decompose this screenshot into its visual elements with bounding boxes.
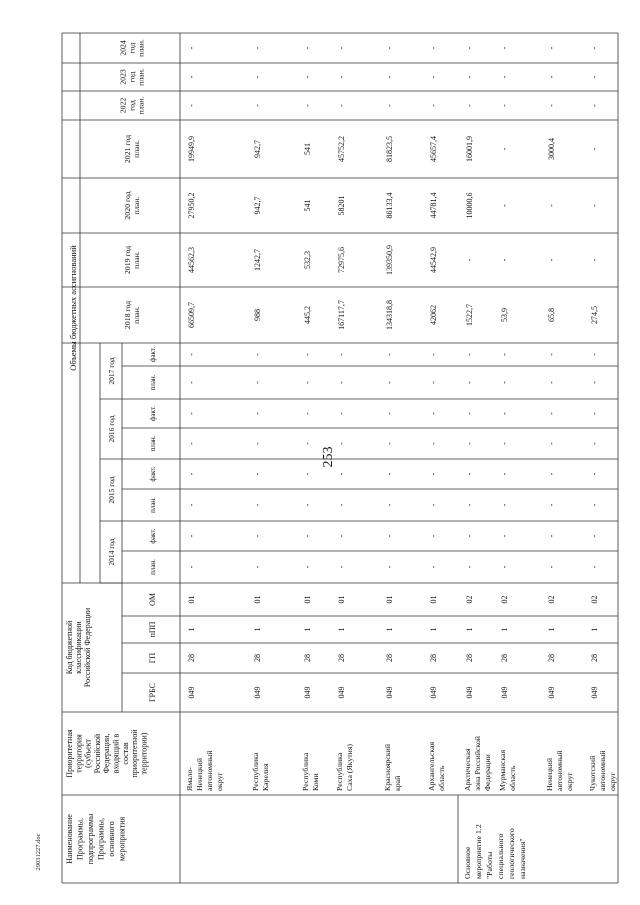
row-value: - <box>385 534 394 538</box>
row-value: - <box>465 46 474 50</box>
row-value: - <box>590 381 599 384</box>
plan-year-header: год <box>127 71 137 83</box>
row-value: - <box>429 46 438 50</box>
row-value: - <box>337 565 346 569</box>
row-value: - <box>187 472 196 476</box>
row-ppp: 1 <box>590 627 599 632</box>
row-value: 16001,9 <box>465 136 474 162</box>
plan-year-header: план. <box>132 306 141 324</box>
budget-code-header: классификации <box>74 621 83 674</box>
year-group-header: 2014 год <box>107 538 116 566</box>
row-name: "Работы <box>485 851 494 879</box>
plan-year-header: план. <box>132 196 141 215</box>
row-value: - <box>385 75 394 79</box>
name-header: Наименование <box>65 814 74 864</box>
row-gp: 28 <box>429 654 438 662</box>
row-value: - <box>547 381 556 384</box>
row-territory: автономный <box>205 750 214 791</box>
row-value: - <box>337 75 346 79</box>
row-om: 02 <box>590 595 599 604</box>
row-value: - <box>303 442 312 445</box>
row-value: 44562,3 <box>187 247 196 273</box>
row-value: - <box>337 503 346 507</box>
row-territory: Саха (Якутия) <box>345 743 354 791</box>
row-ppp: 1 <box>385 627 394 632</box>
row-territory: Ненецкий <box>545 757 554 791</box>
row-value: - <box>385 472 394 476</box>
row-value: - <box>500 204 509 207</box>
row-value: - <box>187 412 196 415</box>
row-value: - <box>303 503 312 507</box>
row-territory: Карелия <box>261 763 270 791</box>
plan-year-header: год <box>127 42 137 54</box>
row-value: - <box>465 104 474 107</box>
row-value: 274,5 <box>590 306 599 324</box>
row-territory: автономный <box>598 750 607 791</box>
row-territory: Федерации <box>483 754 492 791</box>
row-value: 53,9 <box>500 308 509 322</box>
row-value: - <box>465 534 474 538</box>
row-value: - <box>253 472 262 476</box>
row-value: - <box>590 147 599 151</box>
row-name: назначения" <box>518 838 527 879</box>
row-value: 44542,9 <box>429 247 438 273</box>
row-grbs: 049 <box>253 686 262 699</box>
row-value: - <box>500 353 509 356</box>
row-territory: Ненецкий <box>195 757 204 791</box>
row-value: - <box>187 46 196 50</box>
row-grbs: 049 <box>465 686 474 699</box>
row-value: - <box>547 565 556 569</box>
territory-header: Федерации, <box>102 733 112 774</box>
row-value: 1522,7 <box>465 304 474 326</box>
row-territory: зона Российской <box>473 736 482 791</box>
row-om: 01 <box>303 595 312 604</box>
row-value: - <box>337 534 346 538</box>
row-value: - <box>590 258 599 262</box>
fact-subheader: факт. <box>149 528 157 544</box>
row-value: - <box>187 442 196 445</box>
row-name: Основное <box>463 846 472 879</box>
row-ppp: 1 <box>187 627 196 632</box>
row-territory: округ <box>215 772 224 791</box>
row-value: - <box>253 104 262 107</box>
row-value: - <box>385 442 394 445</box>
volumes-group-header: Объемы бюджетных ассигнований <box>68 245 78 371</box>
row-value: - <box>187 565 196 569</box>
code-header-grbs: ГРБС <box>148 683 157 702</box>
plan-year-header: 2020 год <box>123 191 132 220</box>
plan-year-header: год <box>127 100 137 111</box>
row-value: - <box>590 412 599 415</box>
row-grbs: 049 <box>500 686 509 699</box>
row-om: 01 <box>187 595 196 604</box>
row-grbs: 049 <box>337 686 346 699</box>
row-value: 45657,4 <box>429 136 438 162</box>
row-om: 02 <box>547 595 556 604</box>
row-value: - <box>500 258 509 262</box>
row-value: - <box>547 442 556 445</box>
row-value: - <box>429 381 438 384</box>
row-value: - <box>547 412 556 415</box>
row-gp: 28 <box>187 654 196 662</box>
row-ppp: 1 <box>253 627 262 632</box>
name-header: Программы, <box>96 817 106 861</box>
row-territory: автономный <box>555 750 564 791</box>
row-value: - <box>500 565 509 569</box>
row-value: - <box>253 353 262 356</box>
row-territory: округ <box>608 772 617 791</box>
row-value: - <box>187 503 196 507</box>
row-ppp: 1 <box>465 627 474 632</box>
row-value: 3000,4 <box>547 138 556 160</box>
year-group-header: 2017 год <box>107 357 116 385</box>
row-grbs: 049 <box>385 686 394 699</box>
row-value: - <box>303 353 312 356</box>
row-territory: Архангельская <box>427 741 436 791</box>
row-value: - <box>303 565 312 569</box>
plan-year-header: 2024 <box>118 40 128 56</box>
row-territory: Мурманская <box>498 749 507 791</box>
row-gp: 28 <box>547 654 556 662</box>
plan-year-header: 2021 год <box>123 134 132 164</box>
row-name: мероприятие 1.2 <box>474 824 483 879</box>
row-value: - <box>303 534 312 538</box>
row-value: 139350,9 <box>385 245 394 275</box>
row-value: - <box>385 104 394 107</box>
row-value: - <box>253 534 262 538</box>
row-value: - <box>547 258 556 262</box>
row-value: - <box>465 503 474 507</box>
row-gp: 28 <box>253 654 262 662</box>
row-value: - <box>590 565 599 569</box>
row-value: - <box>429 353 438 356</box>
territory-header: Приоритетная <box>65 729 74 778</box>
row-value: - <box>303 412 312 415</box>
row-value: - <box>500 104 509 107</box>
row-ppp: 1 <box>429 627 438 632</box>
row-value: 42062 <box>429 305 438 325</box>
row-value: - <box>500 412 509 415</box>
row-value: - <box>500 75 509 79</box>
row-value: - <box>429 565 438 569</box>
row-value: 44781,4 <box>429 192 438 219</box>
row-territory: область <box>508 765 517 791</box>
plan-year-header: 2019 год <box>123 245 132 275</box>
row-value: - <box>590 534 599 538</box>
row-gp: 28 <box>385 654 394 662</box>
row-value: 66509,7 <box>187 302 196 328</box>
row-om: 02 <box>500 595 509 604</box>
territory-header: территория <box>74 734 84 773</box>
year-group-header: 2016 год <box>107 415 116 443</box>
row-value: - <box>429 412 438 415</box>
row-value: - <box>500 442 509 445</box>
row-value: - <box>465 565 474 569</box>
row-value: - <box>465 412 474 415</box>
row-value: - <box>303 46 312 50</box>
row-value: - <box>465 381 474 384</box>
row-value: - <box>253 565 262 569</box>
row-value: - <box>465 258 474 262</box>
row-gp: 28 <box>303 654 312 662</box>
territory-header: территории) <box>139 732 149 775</box>
row-value: - <box>547 204 556 207</box>
row-value: - <box>547 534 556 538</box>
row-value: - <box>337 381 346 384</box>
row-value: 167117,7 <box>337 300 346 330</box>
row-territory: Коми <box>311 773 320 791</box>
row-value: - <box>590 472 599 476</box>
row-value: - <box>385 565 394 569</box>
row-value: - <box>187 381 196 384</box>
row-value: 86133,4 <box>385 192 394 219</box>
row-name: специального <box>496 833 505 879</box>
row-value: - <box>385 412 394 415</box>
row-value: - <box>385 381 394 384</box>
row-value: 10000,6 <box>465 192 474 219</box>
row-value: - <box>465 472 474 476</box>
footer-file-name: 29031227.doc <box>35 833 42 871</box>
plan-subheader: план. <box>149 497 157 513</box>
row-value: - <box>429 472 438 476</box>
row-value: - <box>547 353 556 356</box>
row-value: - <box>337 472 346 476</box>
plan-year-header: 2018 год <box>123 300 132 330</box>
row-om: 01 <box>337 595 346 604</box>
row-value: - <box>303 75 312 79</box>
row-value: - <box>590 353 599 356</box>
row-value: - <box>547 503 556 507</box>
row-value: - <box>253 442 262 445</box>
plan-year-header: план. <box>136 96 146 115</box>
row-value: - <box>429 75 438 79</box>
plan-year-header: план. <box>136 68 146 86</box>
plan-year-header: 2022 <box>118 97 128 114</box>
row-grbs: 049 <box>187 686 196 699</box>
row-value: 45752,2 <box>337 136 346 162</box>
row-value: - <box>429 503 438 507</box>
row-value: 942,7 <box>253 140 262 158</box>
row-value: - <box>500 381 509 384</box>
row-value: - <box>187 75 196 79</box>
row-value: 19949,9 <box>187 136 196 162</box>
row-value: - <box>253 381 262 384</box>
row-value: 1242,7 <box>253 249 262 271</box>
row-value: - <box>547 75 556 79</box>
fact-subheader: факт. <box>149 466 157 482</box>
code-header-ppp: пПП <box>148 621 157 638</box>
row-value: - <box>253 46 262 50</box>
row-value: - <box>590 442 599 445</box>
budget-code-header: Код бюджетной <box>65 620 74 675</box>
row-value: 532,3 <box>303 251 312 269</box>
row-gp: 28 <box>500 654 509 662</box>
row-value: - <box>303 381 312 384</box>
row-value: - <box>337 46 346 50</box>
row-value: 58201 <box>337 195 346 216</box>
row-value: - <box>500 503 509 507</box>
territory-header: (субъект <box>83 739 93 768</box>
row-value: - <box>429 442 438 445</box>
row-territory: Республика <box>301 752 310 791</box>
row-value: 541 <box>303 143 312 155</box>
row-value: - <box>547 104 556 107</box>
row-territory: Чукотский <box>588 755 597 791</box>
row-value: 134318,8 <box>385 300 394 330</box>
name-header: подпрограммы <box>86 813 95 865</box>
territory-header: приоритетной <box>130 729 140 778</box>
row-value: - <box>337 104 346 107</box>
name-header: мероприятия <box>117 816 127 862</box>
row-value: - <box>385 503 394 507</box>
row-territory: Арктическая <box>463 748 472 791</box>
row-value: - <box>429 534 438 538</box>
row-value: - <box>253 75 262 79</box>
row-gp: 28 <box>590 654 599 662</box>
row-value: - <box>187 353 196 356</box>
row-value: - <box>590 104 599 107</box>
row-value: 942,7 <box>253 196 262 215</box>
row-value: - <box>187 534 196 538</box>
row-om: 02 <box>465 595 474 604</box>
row-territory: округ <box>565 772 574 791</box>
row-value: - <box>465 442 474 445</box>
plan-subheader: план. <box>149 559 157 575</box>
territory-header: Российской <box>92 733 102 774</box>
row-value: - <box>253 412 262 415</box>
row-value: - <box>385 46 394 50</box>
row-name: геологического <box>507 828 516 879</box>
row-value: - <box>253 503 262 507</box>
territory-header: входящий в <box>111 733 121 774</box>
row-value: - <box>385 353 394 356</box>
row-value: - <box>303 104 312 107</box>
row-territory: Республика <box>335 752 344 791</box>
row-value: - <box>465 75 474 79</box>
territory-header: состав <box>120 742 130 765</box>
plan-year-header: план. <box>132 140 141 158</box>
row-ppp: 1 <box>337 627 346 632</box>
row-om: 01 <box>429 595 438 604</box>
row-grbs: 049 <box>590 686 599 699</box>
row-value: - <box>590 503 599 507</box>
row-territory: край <box>393 775 402 791</box>
row-value: - <box>547 472 556 476</box>
row-territory: Красноярский <box>383 743 392 791</box>
row-gp: 28 <box>337 654 346 662</box>
page-number: 253 <box>321 446 336 468</box>
row-territory: Республика <box>251 752 260 791</box>
year-group-header: 2015 год <box>107 476 116 504</box>
name-header: Программы, <box>75 817 85 861</box>
code-header-gp: ГП <box>148 652 157 664</box>
plan-subheader: план. <box>149 435 157 452</box>
row-value: - <box>337 442 346 445</box>
row-ppp: 1 <box>500 627 509 632</box>
fact-subheader: факт. <box>149 405 157 422</box>
row-grbs: 049 <box>547 686 556 699</box>
plan-year-header: план. <box>132 251 141 269</box>
row-value: 445,2 <box>303 306 312 324</box>
row-value: - <box>500 534 509 538</box>
budget-code-header: Российской Федерации <box>83 607 92 688</box>
code-header-om: ОМ <box>148 593 157 606</box>
fact-subheader: факт. <box>149 346 157 363</box>
row-gp: 28 <box>465 654 474 662</box>
row-value: - <box>547 46 556 50</box>
row-value: 72975,6 <box>337 247 346 273</box>
row-value: 988 <box>253 309 262 321</box>
name-header: основного <box>107 821 116 857</box>
row-value: 27950,2 <box>187 192 196 219</box>
row-value: 541 <box>303 199 312 212</box>
row-om: 01 <box>385 595 394 604</box>
row-om: 01 <box>253 595 262 604</box>
row-value: - <box>500 472 509 476</box>
row-value: - <box>500 147 509 151</box>
row-value: - <box>590 46 599 50</box>
row-territory: Ямало- <box>185 767 194 791</box>
row-grbs: 049 <box>429 686 438 699</box>
plan-year-header: план. <box>136 39 146 57</box>
row-value: - <box>465 353 474 356</box>
row-territory: область <box>437 765 446 791</box>
row-value: - <box>337 412 346 415</box>
row-value: - <box>590 204 599 207</box>
row-ppp: 1 <box>303 627 312 632</box>
row-value: - <box>590 75 599 79</box>
row-value: - <box>429 104 438 107</box>
row-value: 65,8 <box>547 308 556 322</box>
row-value: - <box>187 104 196 107</box>
plan-year-header: 2023 <box>118 69 128 85</box>
row-grbs: 049 <box>303 686 312 699</box>
row-value: - <box>500 46 509 50</box>
row-value: - <box>337 353 346 356</box>
row-value: - <box>303 472 312 476</box>
plan-subheader: план. <box>149 374 157 391</box>
row-value: 81823,5 <box>385 136 394 162</box>
row-ppp: 1 <box>547 627 556 632</box>
